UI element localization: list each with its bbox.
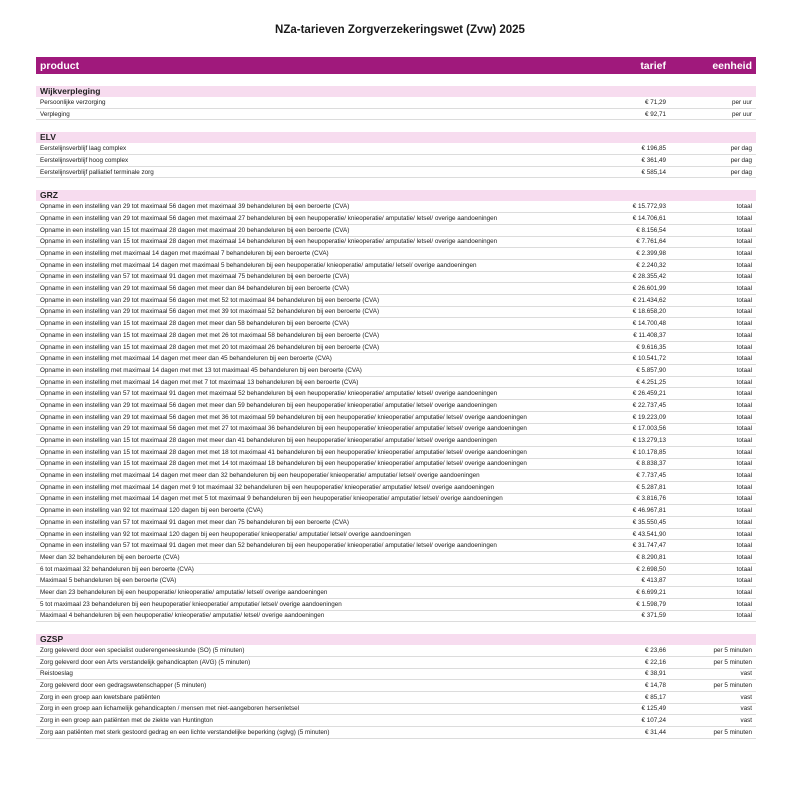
row-tarief: € 371,59 — [641, 612, 666, 620]
row-eenheid: vast — [740, 705, 752, 713]
row-eenheid: totaal — [736, 250, 752, 258]
table-row — [36, 645, 756, 657]
row-eenheid: vast — [740, 693, 752, 701]
row-product: Opname in een instelling met maximaal 14 dagen met 9 tot maximaal 32 behandeluren bij een heupoperatie/ knieoperatie/ amputatie/ letsel/ overige aandoeningen — [40, 483, 495, 491]
row-product: Verpleging — [40, 110, 70, 118]
row-tarief: € 1.598,79 — [636, 600, 666, 608]
header-eenheid: eenheid — [712, 59, 752, 72]
row-tarief: € 7.761,64 — [636, 238, 666, 246]
row-product: Opname in een instelling van 29 tot maximaal 56 dagen met maximaal 39 behandeluren bij een beroerte (CVA) — [40, 203, 350, 211]
row-tarief: € 2.698,50 — [636, 565, 666, 573]
row-eenheid: per 5 minuten — [713, 728, 752, 736]
row-eenheid: per 5 minuten — [713, 682, 752, 690]
table-row — [36, 680, 756, 692]
row-tarief: € 14.700,48 — [632, 320, 666, 328]
row-tarief: € 18.658,20 — [632, 308, 666, 316]
row-product: Opname in een instelling met maximaal 14 dagen met maximaal 5 behandeluren bij een heupoperatie/ knieoperatie/ amputatie/ letsel/ overige aandoeningen — [40, 261, 477, 269]
row-eenheid: totaal — [736, 203, 752, 211]
table-row — [36, 388, 756, 400]
row-tarief: € 38,91 — [644, 670, 666, 678]
table-row — [36, 435, 756, 447]
row-tarief: € 21.434,62 — [632, 296, 666, 304]
row-tarief: € 2.399,98 — [636, 250, 666, 258]
row-product: Opname in een instelling van 15 tot maximaal 28 dagen met maximaal 14 behandeluren bij een heupoperatie/ knieoperatie/ amputatie/ letsel/ overige aandoeningen — [40, 238, 498, 246]
row-tarief: € 85,17 — [644, 693, 666, 701]
row-product: Opname in een instelling met maximaal 14 dagen met met 5 tot maximaal 9 behandeluren bij een heupoperatie/ knieoperatie/ amputatie/ letsel/ overige aandoeningen — [40, 495, 503, 503]
table-row — [36, 97, 756, 109]
table-row — [36, 295, 756, 307]
row-product: Reistoeslag — [40, 670, 73, 678]
row-tarief: € 361,49 — [641, 156, 666, 164]
section-grz — [36, 190, 756, 622]
row-tarief: € 17.003,56 — [632, 425, 666, 433]
table-row — [36, 109, 756, 121]
row-tarief: € 3.816,76 — [636, 495, 666, 503]
row-eenheid: totaal — [736, 553, 752, 561]
table-row — [36, 155, 756, 167]
table-row — [36, 248, 756, 260]
row-eenheid: totaal — [736, 612, 752, 620]
row-eenheid: totaal — [736, 390, 752, 398]
row-tarief: € 4.251,25 — [636, 378, 666, 386]
row-product: Opname in een instelling van 15 tot maximaal 28 dagen met meer dan 58 behandeluren bij een beroerte (CVA) — [40, 320, 349, 328]
row-product: Opname in een instelling van 29 tot maximaal 56 dagen met meer dan 59 behandeluren bij een heupoperatie/ knieoperatie/ amputatie/ letsel/ overige aandoeningen — [40, 401, 497, 409]
table-row — [36, 400, 756, 412]
row-eenheid: totaal — [736, 437, 752, 445]
row-eenheid: totaal — [736, 483, 752, 491]
section-heading: GRZ — [36, 190, 756, 201]
section-heading: GZSP — [36, 634, 756, 645]
row-tarief: € 13.279,13 — [632, 437, 666, 445]
row-product: Opname in een instelling van 29 tot maximaal 56 dagen met met 36 tot maximaal 59 behandeluren bij een heupoperatie/ knieoperatie/ amputatie/ letsel/ overige aandoeningen — [40, 413, 527, 421]
table-row — [36, 447, 756, 459]
table-row — [36, 669, 756, 681]
row-eenheid: totaal — [736, 565, 752, 573]
section-heading: ELV — [36, 132, 756, 143]
row-product: Opname in een instelling van 57 tot maximaal 91 dagen met meer dan 52 behandeluren bij een heupoperatie/ knieoperatie/ amputatie/ letsel/ overige aandoeningen — [40, 542, 497, 550]
table-row — [36, 283, 756, 295]
row-tarief: € 28.355,42 — [632, 273, 666, 281]
row-tarief: € 2.240,32 — [636, 261, 666, 269]
section-elv — [36, 132, 756, 178]
row-tarief: € 31.747,47 — [632, 542, 666, 550]
row-eenheid: totaal — [736, 273, 752, 281]
row-tarief: € 92,71 — [644, 110, 666, 118]
table-row — [36, 692, 756, 704]
row-eenheid: totaal — [736, 577, 752, 585]
table-row — [36, 611, 756, 623]
row-tarief: € 413,87 — [641, 577, 666, 585]
row-eenheid: totaal — [736, 355, 752, 363]
row-eenheid: totaal — [736, 296, 752, 304]
section-wijkverpleging — [36, 86, 756, 120]
row-eenheid: totaal — [736, 600, 752, 608]
table-row — [36, 704, 756, 716]
row-tarief: € 8.838,37 — [636, 460, 666, 468]
header-tarief: tarief — [640, 59, 666, 72]
row-eenheid: per uur — [732, 110, 752, 118]
row-product: Opname in een instelling van 29 tot maximaal 56 dagen met meer dan 84 behandeluren bij een beroerte (CVA) — [40, 285, 349, 293]
row-eenheid: per uur — [732, 98, 752, 106]
row-tarief: € 31,44 — [644, 728, 666, 736]
row-eenheid: totaal — [736, 308, 752, 316]
row-product: Zorg aan patiënten met sterk gestoord gedrag en een lichte verstandelijke beperking (sglvg) (5 minuten) — [40, 728, 330, 736]
document-title: NZa-tarieven Zorgverzekeringswet (Zvw) 2025 — [275, 24, 525, 36]
row-product: Zorg geleverd door een Arts verstandelijk gehandicapten (AVG) (5 minuten) — [40, 658, 251, 666]
row-tarief: € 10.178,85 — [632, 448, 666, 456]
row-eenheid: totaal — [736, 472, 752, 480]
table-row — [36, 715, 756, 727]
row-tarief: € 14,78 — [644, 682, 666, 690]
table-row — [36, 505, 756, 517]
row-product: Opname in een instelling met maximaal 14 dagen met meer dan 45 behandeluren bij een beroerte (CVA) — [40, 355, 332, 363]
row-tarief: € 8.290,81 — [636, 553, 666, 561]
row-tarief: € 46.967,81 — [632, 507, 666, 515]
table-row — [36, 459, 756, 471]
row-product: Opname in een instelling van 92 tot maximaal 120 dagen bij een heupoperatie/ knieoperatie/ amputatie/ letsel/ overige aandoeningen — [40, 530, 411, 538]
table-row — [36, 365, 756, 377]
table-row — [36, 260, 756, 272]
row-tarief: € 8.156,54 — [636, 226, 666, 234]
row-tarief: € 5.287,81 — [636, 483, 666, 491]
table-row — [36, 412, 756, 424]
table-row — [36, 657, 756, 669]
row-eenheid: per dag — [730, 156, 752, 164]
row-product: Opname in een instelling van 15 tot maximaal 28 dagen met maximaal 20 behandeluren bij een beroerte (CVA) — [40, 226, 350, 234]
row-eenheid: totaal — [736, 518, 752, 526]
row-product: Opname in een instelling van 15 tot maximaal 28 dagen met met 26 tot maximaal 58 behandeluren bij een beroerte (CVA) — [40, 331, 380, 339]
row-tarief: € 15.772,93 — [632, 203, 666, 211]
row-tarief: € 9.616,35 — [636, 343, 666, 351]
row-eenheid: totaal — [736, 226, 752, 234]
row-eenheid: totaal — [736, 331, 752, 339]
row-tarief: € 7.737,45 — [636, 472, 666, 480]
row-tarief: € 14.706,61 — [632, 214, 666, 222]
row-product: Eerstelijnsverblijf hoog complex — [40, 156, 129, 164]
table-row — [36, 470, 756, 482]
row-tarief: € 43.541,90 — [632, 530, 666, 538]
table-row — [36, 540, 756, 552]
row-eenheid: totaal — [736, 448, 752, 456]
table-row — [36, 167, 756, 179]
row-product: Opname in een instelling met maximaal 14 dagen met maximaal 7 behandeluren bij een beroerte (CVA) — [40, 250, 329, 258]
table-row — [36, 272, 756, 284]
row-tarief: € 22.737,45 — [632, 401, 666, 409]
row-eenheid: totaal — [736, 495, 752, 503]
row-eenheid: totaal — [736, 214, 752, 222]
row-eenheid: totaal — [736, 507, 752, 515]
row-product: Zorg in een groep aan patiënten met de ziekte van Huntington — [40, 717, 213, 725]
table-row — [36, 494, 756, 506]
row-product: Zorg in een groep aan kwetsbare patiënten — [40, 693, 161, 701]
row-tarief: € 107,24 — [641, 717, 666, 725]
table-row — [36, 564, 756, 576]
row-eenheid: totaal — [736, 542, 752, 550]
table-row — [36, 237, 756, 249]
row-product: Opname in een instelling van 15 tot maximaal 28 dagen met met 14 tot maximaal 18 behandeluren bij een heupoperatie/ knieoperatie/ amputatie/ letsel/ overige aandoeningen — [40, 460, 527, 468]
row-product: Opname in een instelling van 29 tot maximaal 56 dagen met maximaal 27 behandeluren bij een heupoperatie/ knieoperatie/ amputatie/ letsel/ overige aandoeningen — [40, 214, 498, 222]
table-row — [36, 517, 756, 529]
table-row — [36, 307, 756, 319]
row-product: 6 tot maximaal 32 behandeluren bij een beroerte (CVA) — [40, 565, 194, 573]
row-product: Maximaal 4 behandeluren bij een heupoperatie/ knieoperatie/ amputatie/ letsel/ overige aandoeningen — [40, 612, 325, 620]
row-eenheid: totaal — [736, 530, 752, 538]
row-product: Opname in een instelling met maximaal 14 dagen met met 7 tot maximaal 13 behandeluren bij een beroerte (CVA) — [40, 378, 359, 386]
table-row — [36, 377, 756, 389]
table-row — [36, 599, 756, 611]
row-eenheid: per 5 minuten — [713, 658, 752, 666]
table-row — [36, 353, 756, 365]
row-product: Opname in een instelling van 92 tot maximaal 120 dagen bij een beroerte (CVA) — [40, 507, 263, 515]
row-eenheid: totaal — [736, 238, 752, 246]
row-product: Opname in een instelling van 57 tot maximaal 91 dagen met maximaal 52 behandeluren bij een heupoperatie/ knieoperatie/ amputatie/ letsel/ overige aandoeningen — [40, 390, 498, 398]
row-eenheid: per dag — [730, 168, 752, 176]
row-product: Opname in een instelling met maximaal 14 dagen met met 13 tot maximaal 45 behandeluren bij een beroerte (CVA) — [40, 366, 362, 374]
row-eenheid: totaal — [736, 261, 752, 269]
table-row — [36, 482, 756, 494]
row-tarief: € 22,16 — [644, 658, 666, 666]
row-product: Meer dan 23 behandeluren bij een heupoperatie/ knieoperatie/ amputatie/ letsel/ overige aandoeningen — [40, 588, 328, 596]
row-product: Opname in een instelling van 15 tot maximaal 28 dagen met meer dan 41 behandeluren bij een heupoperatie/ knieoperatie/ amputatie/ letsel/ overige aandoeningen — [40, 437, 497, 445]
row-product: Opname in een instelling van 15 tot maximaal 28 dagen met met 20 tot maximaal 26 behandeluren bij een beroerte (CVA) — [40, 343, 380, 351]
row-eenheid: per 5 minuten — [713, 647, 752, 655]
row-eenheid: totaal — [736, 343, 752, 351]
row-product: Zorg geleverd door een gedragswetenschapper (5 minuten) — [40, 682, 207, 690]
table-row — [36, 225, 756, 237]
table-row — [36, 330, 756, 342]
row-tarief: € 585,14 — [641, 168, 666, 176]
row-eenheid: totaal — [736, 413, 752, 421]
row-tarief: € 19.223,09 — [632, 413, 666, 421]
row-product: Eerstelijnsverblijf palliatief terminale zorg — [40, 168, 154, 176]
row-eenheid: totaal — [736, 460, 752, 468]
row-product: Opname in een instelling van 15 tot maximaal 28 dagen met met 18 tot maximaal 41 behandeluren bij een heupoperatie/ knieoperatie/ amputatie/ letsel/ overige aandoeningen — [40, 448, 527, 456]
row-eenheid: totaal — [736, 401, 752, 409]
row-product: Opname in een instelling van 57 tot maximaal 91 dagen met meer dan 75 behandeluren bij een beroerte (CVA) — [40, 518, 349, 526]
row-eenheid: totaal — [736, 425, 752, 433]
row-product: Maximaal 5 behandeluren bij een beroerte (CVA) — [40, 577, 177, 585]
row-tarief: € 10.541,72 — [632, 355, 666, 363]
section-gzsp — [36, 634, 756, 739]
table-row — [36, 201, 756, 213]
row-eenheid: vast — [740, 670, 752, 678]
row-tarief: € 23,66 — [644, 647, 666, 655]
row-tarief: € 71,29 — [644, 98, 666, 106]
row-tarief: € 11.408,37 — [633, 331, 666, 339]
row-product: Opname in een instelling met maximaal 14 dagen met meer dan 32 behandeluren bij een heupoperatie/ knieoperatie/ amputatie/ letsel/ overige aandoeningen — [40, 472, 480, 480]
row-eenheid: per dag — [730, 145, 752, 153]
row-product: Opname in een instelling van 29 tot maximaal 56 dagen met met 39 tot maximaal 52 behandeluren bij een beroerte (CVA) — [40, 308, 380, 316]
row-eenheid: totaal — [736, 285, 752, 293]
row-tarief: € 125,49 — [641, 705, 666, 713]
table-row — [36, 424, 756, 436]
table-row — [36, 587, 756, 599]
row-product: Persoonlijke verzorging — [40, 98, 106, 106]
row-tarief: € 35.550,45 — [632, 518, 666, 526]
row-tarief: € 26.459,21 — [632, 390, 666, 398]
row-product: Meer dan 32 behandeluren bij een beroerte (CVA) — [40, 553, 180, 561]
table-row — [36, 529, 756, 541]
row-tarief: € 196,85 — [641, 145, 666, 153]
row-eenheid: totaal — [736, 366, 752, 374]
table-row — [36, 575, 756, 587]
row-eenheid: totaal — [736, 320, 752, 328]
row-eenheid: vast — [740, 717, 752, 725]
row-product: Opname in een instelling van 29 tot maximaal 56 dagen met met 52 tot maximaal 84 behandeluren bij een beroerte (CVA) — [40, 296, 380, 304]
table-row — [36, 318, 756, 330]
table-row — [36, 213, 756, 225]
row-product: Zorg in een groep aan lichamelijk gehandicapten / mensen met niet-aangeboren hersenletsel — [40, 705, 300, 713]
row-tarief: € 26.601,99 — [632, 285, 666, 293]
tariff-table — [36, 57, 756, 739]
row-product: Zorg geleverd door een specialist ouderengeneeskunde (SO) (5 minuten) — [40, 647, 245, 655]
row-product: Opname in een instelling van 29 tot maximaal 56 dagen met met 27 tot maximaal 36 behandeluren bij een heupoperatie/ knieoperatie/ amputatie/ letsel/ overige aandoeningen — [40, 425, 527, 433]
row-eenheid: totaal — [736, 378, 752, 386]
row-product: Eerstelijnsverblijf laag complex — [40, 145, 127, 153]
row-product: Opname in een instelling van 57 tot maximaal 91 dagen met maximaal 75 behandeluren bij een beroerte (CVA) — [40, 273, 350, 281]
row-eenheid: totaal — [736, 588, 752, 596]
section-heading: Wijkverpleging — [36, 86, 756, 97]
table-header — [36, 57, 756, 74]
table-row — [36, 727, 756, 739]
row-tarief: € 5.857,90 — [636, 366, 666, 374]
table-row — [36, 143, 756, 155]
row-product: 5 tot maximaal 23 behandeluren bij een heupoperatie/ knieoperatie/ amputatie/ letsel/ overige aandoeningen — [40, 600, 342, 608]
header-product: product — [40, 59, 80, 72]
table-row — [36, 552, 756, 564]
row-tarief: € 6.699,21 — [636, 588, 666, 596]
table-row — [36, 342, 756, 354]
